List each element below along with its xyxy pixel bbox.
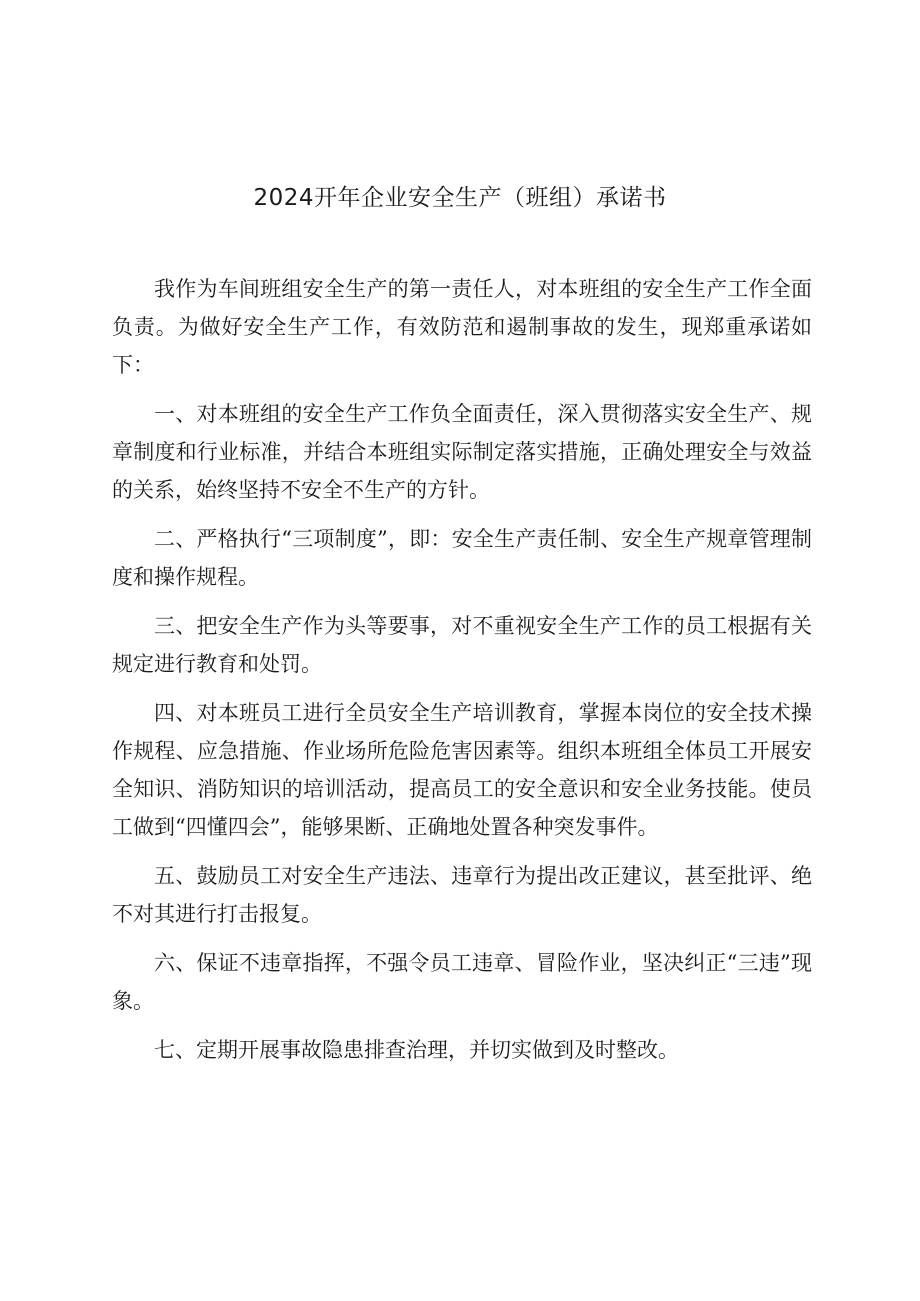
document-body [112, 270, 812, 1080]
paragraph-item-4: 四、对本班员工进行全员安全生产培训教育，掌握本岗位的安全技术操作规程、应急措施、作业场所危险危害因素等。组织本班组全体员工开展安全知识、消防知识的培训活动，提高员工的安全意识和安全业务技能。使员工做到“四懂四会”，能够果断、正确地处置各种突发事件。 [112, 701, 812, 839]
paragraph-item-3: 三、把安全生产作为头等要事，对不重视安全生产工作的员工根据有关规定进行教育和处罚。 [112, 614, 812, 676]
paragraph-item-6: 六、保证不违章指挥，不强令员工违章、冒险作业，坚决纠正“三违”现象。 [112, 951, 812, 1013]
paragraph-item-1: 一、对本班组的安全生产工作负全面责任，深入贯彻落实安全生产、规章制度和行业标准，并结合本班组实际制定落实措施，正确处理安全与效益的关系，始终坚持不安全不生产的方针。 [112, 402, 812, 502]
document-title: 2024开年企业安全生产（班组）承诺书 [253, 185, 667, 211]
paragraph-item-2: 二、严格执行“三项制度”，即：安全生产责任制、安全生产规章管理制度和操作规程。 [112, 527, 812, 589]
paragraph-item-5: 五、鼓励员工对安全生产违法、违章行为提出改正建议，甚至批评、绝不对其进行打击报复。 [112, 864, 812, 926]
paragraph-item-7: 七、定期开展事故隐患排查治理，并切实做到及时整改。 [154, 1038, 679, 1062]
paragraph-intro: 我作为车间班组安全生产的第一责任人，对本班组的安全生产工作全面负责。为做好安全生产工作，有效防范和遏制事故的发生，现郑重承诺如下： [112, 277, 812, 377]
